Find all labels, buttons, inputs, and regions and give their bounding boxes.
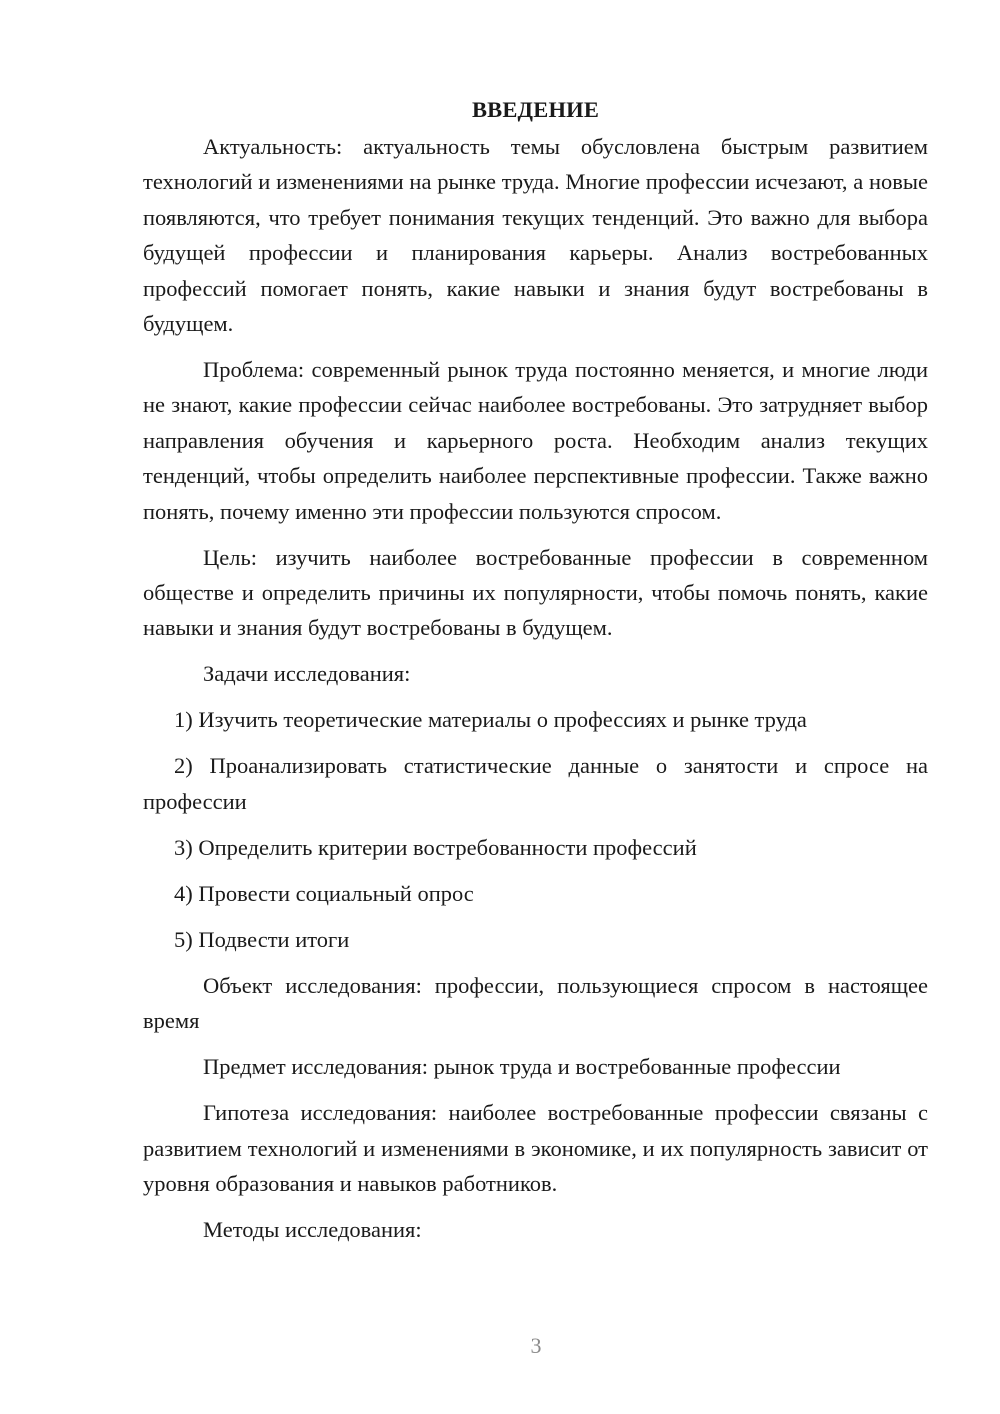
paragraph-relevance: Актуальность: актуальность темы обусловлена быстрым развитием технологий и изменениями на рынке труда. Многие профессии исчезают, а новые появляются, что требует понимания текущих тенденций. Это важно для выбора будущей профессии и планирования карьеры. Анализ востребованных профессий помогает понять, какие навыки и знания будут востребованы в будущем. bbox=[143, 134, 928, 337]
task-item-3: 3) Определить критерии востребованности профессий bbox=[174, 834, 697, 860]
paragraph-goal: Цель: изучить наиболее востребованные профессии в современном обществе и определить причины их популярности, чтобы помочь понять, какие навыки и знания будут востребованы в будущем. bbox=[143, 544, 928, 641]
task-item-1: 1) Изучить теоретические материалы о профессиях и рынке труда bbox=[174, 707, 807, 733]
page-content bbox=[143, 92, 928, 1258]
section-title: ВВЕДЕНИЕ bbox=[471, 97, 600, 122]
paragraph-problem: Проблема: современный рынок труда постоянно меняется, и многие люди не знают, какие профессии сейчас наиболее востребованы. Это затрудняет выбор направления обучения и карьерного роста. Необходим анализ текущих тенденций, чтобы определить наиболее перспективные профессии. Также важно понять, почему именно эти профессии пользуются спросом. bbox=[143, 357, 928, 524]
task-item-2: 2) Проанализировать статистические данные о занятости и спросе на профессии bbox=[143, 753, 928, 814]
paragraph-tasks-heading: Задачи исследования: bbox=[203, 661, 411, 687]
task-item-4: 4) Провести социальный опрос bbox=[174, 880, 474, 906]
paragraph-subject: Предмет исследования: рынок труда и востребованные профессии bbox=[203, 1054, 841, 1080]
task-item-5: 5) Подвести итоги bbox=[174, 926, 350, 952]
page-number: 3 bbox=[530, 1333, 542, 1358]
paragraph-hypothesis: Гипотеза исследования: наиболее востребованные профессии связаны с развитием технологий и изменениями в экономике, и их популярность зависит от уровня образования и навыков работников. bbox=[143, 1100, 928, 1197]
paragraph-methods: Методы исследования: bbox=[203, 1217, 422, 1243]
paragraph-object: Объект исследования: профессии, пользующиеся спросом в настоящее время bbox=[143, 972, 928, 1034]
